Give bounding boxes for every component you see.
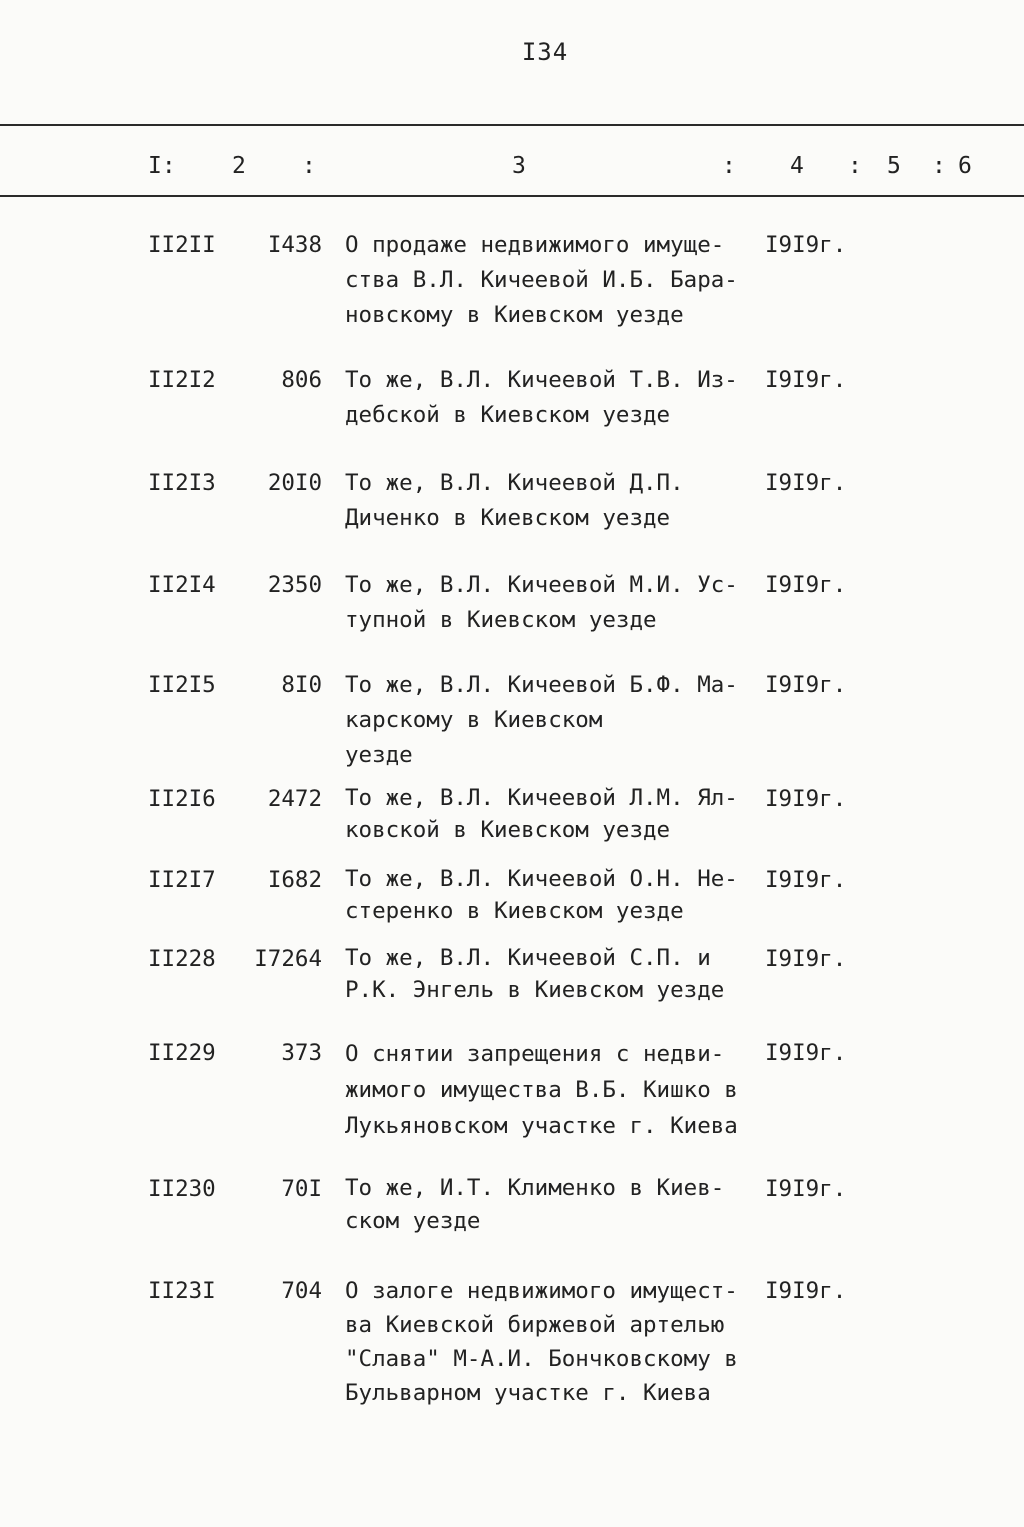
description-line: О снятии запрещения с недви- [345,1041,725,1067]
row-number: II2I3 [148,470,216,496]
description-line: Бульварном участке г. Киева [345,1380,711,1406]
row-year: I9I9г. [765,1040,847,1066]
row-number: II228 [148,946,216,972]
description-line: жимого имущества В.Б. Кишко в [345,1077,738,1103]
description-line: То же, В.Л. Кичеевой Л.М. Ял- [345,785,738,811]
row-number: II230 [148,1176,216,1202]
row-year: I9I9г. [765,1278,847,1304]
row-description [345,228,738,333]
description-line: То же, И.Т. Клименко в Киев- [345,1175,725,1201]
header-bottom-rule [0,195,1024,197]
row-number: II2I2 [148,367,216,393]
description-line: Р.К. Энгель в Киевском уезде [345,977,725,1003]
row-sheets: 20I0 [267,470,322,496]
row-year: I9I9г. [765,946,847,972]
description-line: ковской в Киевском уезде [345,817,671,843]
row-number: II2I6 [148,786,216,812]
row-description [345,1172,724,1238]
row-sheets: 2350 [267,572,322,598]
row-sheets: I682 [267,867,322,893]
row-description [345,863,738,927]
description-line: То же, В.Л. Кичеевой Т.В. Из- [345,367,738,393]
row-description [345,1036,738,1144]
row-description [345,466,684,536]
row-description [345,568,738,638]
header-col4: 4 [790,153,804,179]
description-line: То же, В.Л. Кичеевой О.Н. Не- [345,866,738,892]
header-top-rule [0,124,1024,126]
row-sheets: 70I [281,1176,322,1202]
description-line: тупной в Киевском уезде [345,607,657,633]
header-col5: 5 [887,153,901,179]
description-line: ства В.Л. Кичеевой И.Б. Бара- [345,267,738,293]
row-year: I9I9г. [765,470,847,496]
description-line: карскому в Киевском [345,707,603,733]
header-sep1: : [302,153,316,179]
row-sheets: 806 [281,367,322,393]
header-col2: 2 [232,153,246,179]
row-sheets: 373 [281,1040,322,1066]
description-line: новскому в Киевском уезде [345,302,684,328]
row-sheets: 2472 [267,786,322,812]
header-col6: 6 [958,153,972,179]
row-year: I9I9г. [765,786,847,812]
row-year: I9I9г. [765,867,847,893]
description-line: О продаже недвижимого имуще- [345,232,725,258]
row-year: I9I9г. [765,367,847,393]
description-line: уезде [345,742,413,768]
header-col1: I: [148,153,176,179]
description-line: О залоге недвижимого имущест- [345,1278,738,1304]
description-line: ва Киевской биржевой артелью [345,1312,725,1338]
description-line: Диченко в Киевском уезде [345,505,671,531]
row-description [345,942,724,1006]
row-sheets: I7264 [254,946,322,972]
row-year: I9I9г. [765,672,847,698]
description-line: "Слава" М-А.И. Бончковскому в [345,1346,738,1372]
description-line: То же, В.Л. Кичеевой Д.П. [345,470,684,496]
row-year: I9I9г. [765,1176,847,1202]
row-year: I9I9г. [765,572,847,598]
row-description [345,668,738,773]
header-sep2: : [722,153,736,179]
header-col3: 3 [512,153,526,179]
header-sep4: : [932,153,946,179]
page-number: I34 [521,38,569,66]
description-line: Лукьяновском участке г. Киева [345,1113,738,1139]
header-sep3: : [848,153,862,179]
row-number: II2I7 [148,867,216,893]
row-description [345,363,738,433]
row-sheets: 8I0 [281,672,322,698]
description-line: То же, В.Л. Кичеевой М.И. Ус- [345,572,738,598]
row-description [345,782,738,846]
description-line: дебской в Киевском уезде [345,402,671,428]
row-sheets: I438 [267,232,322,258]
description-line: То же, В.Л. Кичеевой С.П. и [345,945,711,971]
description-line: ском уезде [345,1208,481,1234]
row-number: II23I [148,1278,216,1304]
row-number: II2I4 [148,572,216,598]
description-line: стеренко в Киевском уезде [345,898,684,924]
row-year: I9I9г. [765,232,847,258]
row-number: II2II [148,232,216,258]
row-number: II2I5 [148,672,216,698]
row-number: II229 [148,1040,216,1066]
row-sheets: 704 [281,1278,322,1304]
row-description [345,1274,738,1410]
description-line: То же, В.Л. Кичеевой Б.Ф. Ма- [345,672,738,698]
